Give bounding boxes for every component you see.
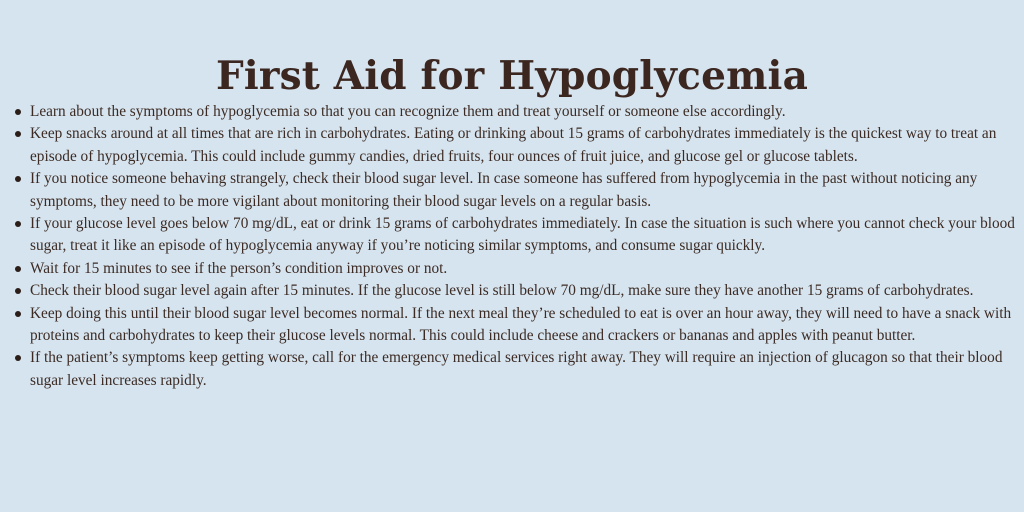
first-aid-list xyxy=(14,101,1020,392)
list-item xyxy=(14,101,1020,123)
list-item-text: Learn about the symptoms of hypoglycemia so that you can recognize them and treat yourself or someone else accordingly. xyxy=(30,103,786,120)
list-item xyxy=(14,213,1020,258)
list-item xyxy=(14,347,1020,392)
bullet-icon xyxy=(15,176,21,182)
page-title: First Aid for Hypoglycemia xyxy=(215,53,809,100)
list-item xyxy=(14,123,1020,168)
list-item-text: Keep snacks around at all times that are rich in carbohydrates. Eating or drinking about 15 grams of carbohydrates immediately is the quickest way to treat an episode of hypoglycemia. This could include gummy candies, dried fruits, four ounces of fruit juice, and glucose gel or glucose tablets. xyxy=(30,125,997,165)
bullet-icon xyxy=(15,131,21,137)
bullet-icon xyxy=(15,221,21,227)
list-item-text: Check their blood sugar level again after 15 minutes. If the glucose level is still below 70 mg/dL, make sure they have another 15 grams of carbohydrates. xyxy=(30,282,974,300)
list-item-text: Keep doing this until their blood sugar level becomes normal. If the next meal they’re scheduled to eat is over an hour away, they will need to have a snack with proteins and carbohydrates to keep their glucose levels normal. This could include cheese and crackers or bananas and apples with peanut butter. xyxy=(30,304,1012,345)
bullet-icon xyxy=(15,109,21,115)
list-item-text: Wait for 15 minutes to see if the person’s condition improves or not. xyxy=(30,259,448,277)
list-item-text: If your glucose level goes below 70 mg/dL, eat or drink 15 grams of carbohydrates immediately. In case the situation is such where you cannot check your blood sugar, treat it like an episode of hypoglycemia anyway if you’re noticing similar symptoms, and consume sugar quickly. xyxy=(30,215,1015,255)
bullet-icon xyxy=(15,288,21,294)
list-item xyxy=(14,280,1020,302)
list-item xyxy=(14,303,1020,348)
bullet-icon xyxy=(15,311,21,317)
list-item xyxy=(14,258,1020,280)
list-item xyxy=(14,168,1020,213)
bullet-icon xyxy=(15,266,21,272)
list-item-text: If the patient’s symptoms keep getting worse, call for the emergency medical services right away. They will require an injection of glucagon so that their blood sugar level increases rapidly. xyxy=(30,349,1003,389)
list-item-text: If you notice someone behaving strangely, check their blood sugar level. In case someone has suffered from hypoglycemia in the past without noticing any symptoms, they need to be more vigilant about monitoring their blood sugar levels on a regular basis. xyxy=(30,170,978,210)
bullet-icon xyxy=(15,355,21,361)
